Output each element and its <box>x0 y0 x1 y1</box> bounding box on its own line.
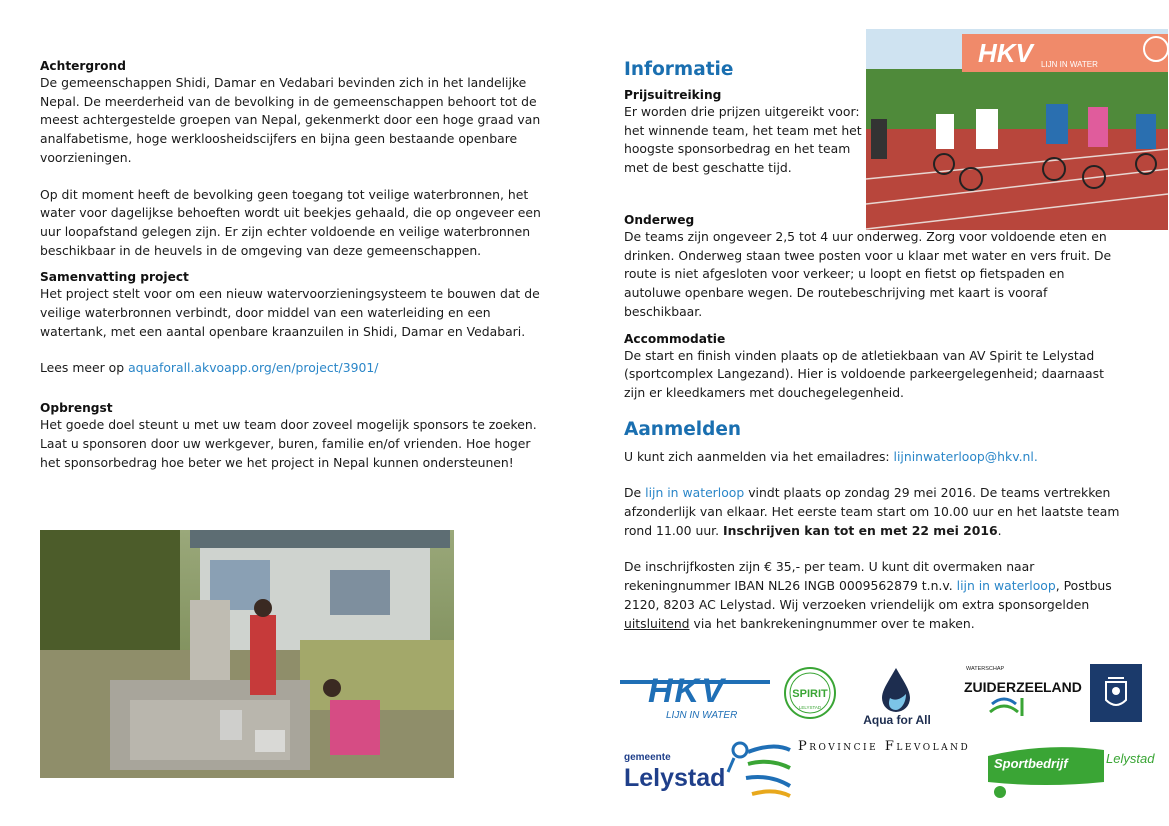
sportbedrijf-text-a: Sportbedrijf <box>994 756 1068 771</box>
nepal-water-photo <box>40 530 454 778</box>
lijn-in-waterloop-link[interactable]: lijn in waterloop <box>645 485 745 501</box>
lijn-in-waterloop-link-2[interactable]: lijn in waterloop <box>956 578 1056 594</box>
text-segment: , Postbus 2120, 8203 AC Lelystad. Wij verzoeken vriendelijk om extra sponsorgelden <box>624 578 1112 612</box>
project-link[interactable]: aquaforall.akvoapp.org/en/project/3901/ <box>128 360 379 376</box>
cycling-event-photo <box>866 29 1168 230</box>
achtergrond-heading: Achtergrond <box>40 59 126 73</box>
opbrengst-heading: Opbrengst <box>40 401 113 416</box>
samenvatting-heading: Samenvatting project <box>40 270 189 285</box>
hkv-logo-sub: LIJN IN WATER <box>666 710 738 721</box>
aanmelden-text: U kunt zich aanmelden via het emailadres: <box>624 448 890 464</box>
onderweg-heading: Onderweg <box>624 213 695 227</box>
banner-hkv-text: HKV <box>978 38 1033 68</box>
onderweg-paragraph: De teams zijn ongeveer 2,5 tot 4 uur onderweg. Zorg voor voldoende eten en drinken. Onderweg staan twee posten voor u klaar met water en vers fruit. De route is niet afgesloten voor verkeer; u loopt en fietst op fietspaden en autoluwe openbare wegen. De routebeschrijving met kaart is vooraf beschikbaar. <box>624 229 1112 319</box>
achtergrond-paragraph-1: De gemeenschappen Shidi, Damar en Vedabari bevinden zich in het landelijke Nepal. De meerderheid van de bevolking in de gemeenschappen behoort tot de meest achtergestelde groepen van Nepal, gekenmerkt door een hoge graad van analfabetisme, hoge werkloosheidscijfers en bijna geen bestaande openbare voorzieningen. <box>40 75 541 165</box>
text-segment: . <box>997 522 1002 538</box>
accommodatie-heading: Accommodatie <box>624 331 726 346</box>
aanmelden-paragraph-3 <box>624 558 1124 633</box>
prijsuitreiking-paragraph: Er worden drie prijzen uitgereikt voor: het winnende team, het team met het hoogste sponsorbedrag en het team met de best geschatte tijd. <box>624 104 862 176</box>
spirit-logo-sub: LELYSTAD <box>798 705 822 710</box>
informatie-title: Informatie <box>624 59 734 80</box>
zuiderzeeland-logo <box>962 664 1082 720</box>
provincie-flevoland-text: Provincie Flevoland <box>798 739 971 754</box>
prijsuitreiking-heading: Prijsuitreiking <box>624 88 722 102</box>
right-column-top <box>624 58 864 178</box>
aanmelden-title: Aanmelden <box>624 418 742 440</box>
hkv-logo <box>620 668 770 722</box>
deadline-text: Inschrijven kan tot en met 22 mei 2016 <box>723 522 998 538</box>
sportbedrijf-text-b: Lelystad <box>1106 751 1155 766</box>
left-column <box>40 58 548 472</box>
aqua-for-all-logo <box>856 664 938 730</box>
text-segment: vindt plaats op zondag 29 mei 2016. De teams vertrekken afzonderlijk van elkaar. Het eerste team start om 10.00 uur en het laatste team rond 11.00 uur. <box>624 485 1120 538</box>
zuiderzeeland-text-b: LAND <box>1043 679 1082 695</box>
rijksoverheid-logo <box>1090 664 1142 722</box>
opbrengst-paragraph: Het goede doel steunt u met uw team door zoveel mogelijk sponsors te zoeken. Laat u sponsoren door uw werkgever, buren, familie en/of vrienden. Hoe hoger het sponsorbedrag hoe beter we het project in Nepal kunnen ondersteunen! <box>40 417 537 470</box>
spirit-logo-text: SPIRIT <box>792 688 828 700</box>
text-segment: via het bankrekeningnummer over te maken. <box>693 615 975 631</box>
text-segment: De inschrijfkosten zijn € 35,- per team. U kunt dit overmaken naar rekeningnummer IBAN NL26 INGB 0009562879 t.n.v. <box>624 559 1035 594</box>
text-segment: De <box>624 485 642 501</box>
aqua-logo-text: Aqua for All <box>863 713 931 727</box>
gemeente-text: gemeente <box>624 752 671 763</box>
lelystad-text: Lelystad <box>624 764 726 792</box>
aanmelden-paragraph-1 <box>624 448 1124 467</box>
lees-meer-label: Lees meer op <box>40 360 125 376</box>
hkv-logo-text: HKV <box>648 672 726 710</box>
spirit-logo <box>782 665 838 721</box>
zuiderzeeland-top-text: WATERSCHAP <box>966 666 1005 672</box>
achtergrond-paragraph-2: Op dit moment heeft de bevolking geen toegang tot veilige waterbronnen, het water voor dagelijkse behoeften wordt uit beekjes gehaald, die op ongeveer een uur loopafstand gelegen zijn. Er zijn echter voldoende en veilige waterbronnen beschikbaar in de heuvels in de omgeving van deze gemeenschappen. <box>40 186 541 258</box>
gemeente-lelystad-logo <box>624 738 792 800</box>
provincie-flevoland-logo <box>798 738 994 758</box>
right-column-main <box>624 212 1124 633</box>
samenvatting-paragraph: Het project stelt voor om een nieuw watervoorzieningsysteem te bouwen dat de veilige waterbronnen verbindt, door middel van een waterleiding en een watertank, met een aantal openbare kraanzuilen in Shidi, Damar en Vedabari. <box>40 286 540 339</box>
zuiderzeeland-text-a: ZUIDERZEE <box>964 679 1044 695</box>
email-link[interactable]: lijninwaterloop@hkv.nl. <box>893 448 1038 464</box>
banner-sub-text: LIJN IN WATER <box>1041 60 1098 69</box>
lees-meer-line <box>40 359 548 378</box>
sportbedrijf-lelystad-logo <box>986 740 1156 798</box>
accommodatie-paragraph: De start en finish vinden plaats op de atletiekbaan van AV Spirit te Lelystad (sportcomplex Langezand). Hier is voldoende parkeergelegenheid; daarnaast zijn er kleedkamers met douchegelegenheid. <box>624 347 1104 400</box>
uitsluitend-text: uitsluitend <box>624 615 690 631</box>
aanmelden-paragraph-2 <box>624 484 1124 540</box>
